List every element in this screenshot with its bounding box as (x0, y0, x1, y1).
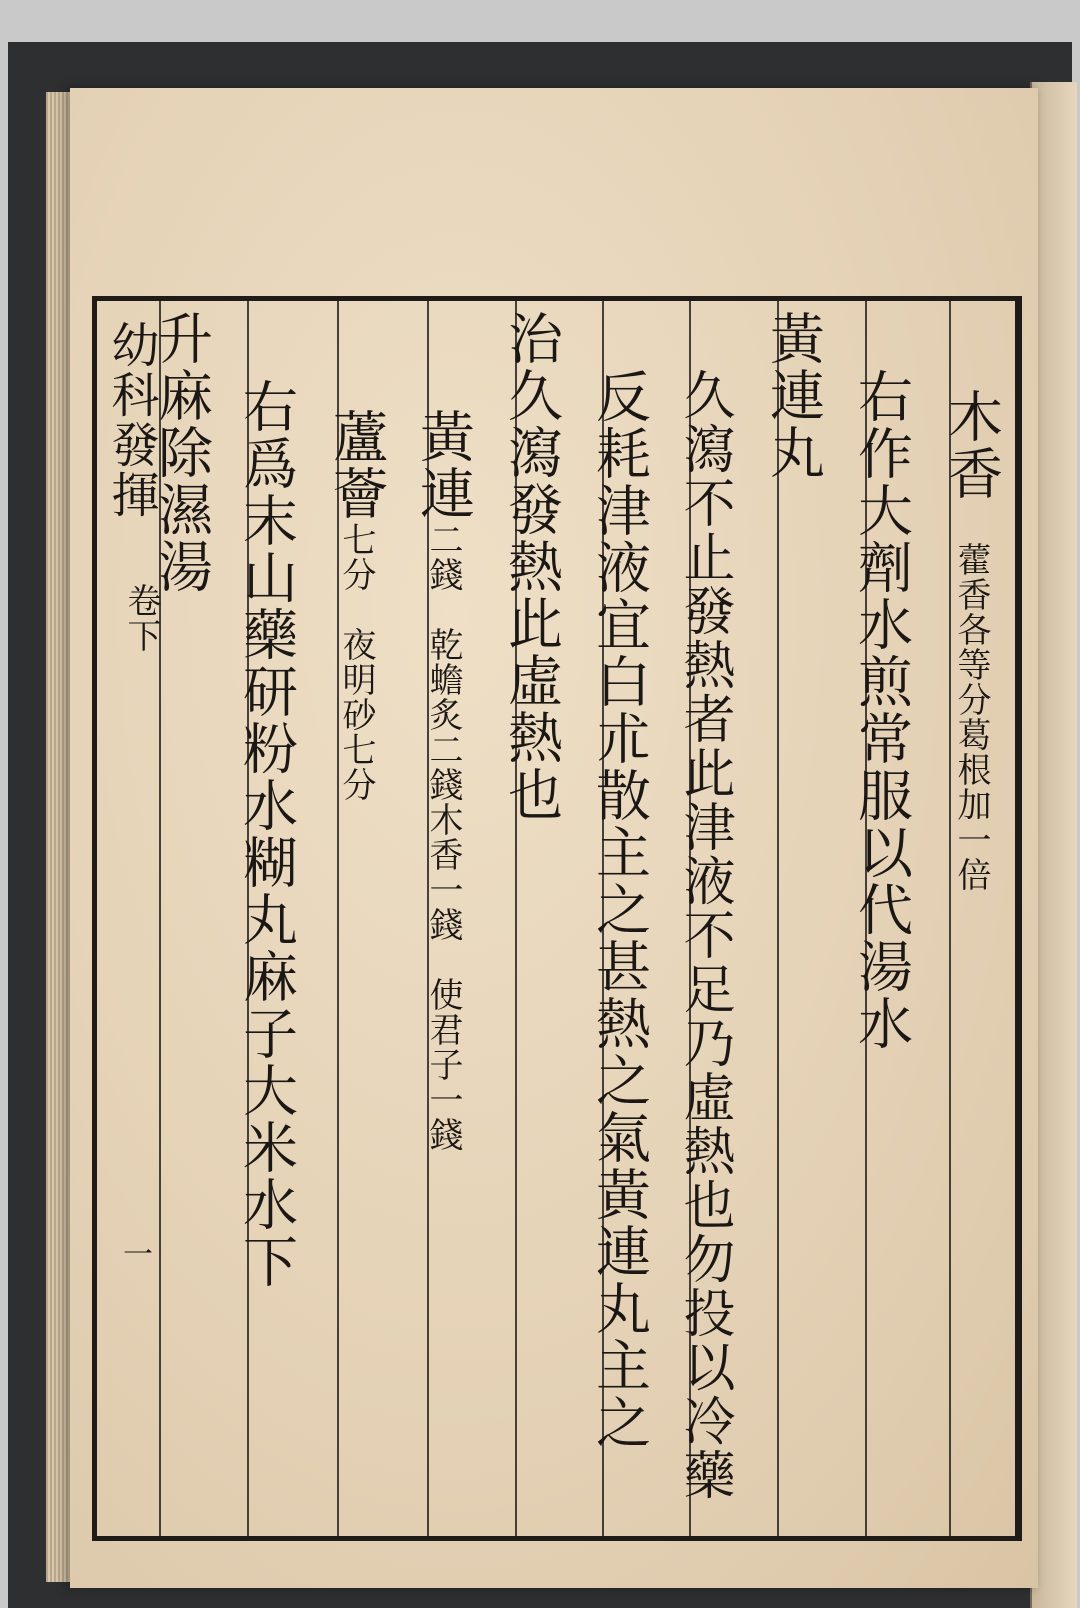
text-column-8 (325, 408, 387, 802)
volume-label: 卷下 (121, 583, 161, 653)
text-column-2: 右作大劑水煎常服以代湯水 (849, 368, 913, 1052)
column-rule (777, 301, 779, 1536)
text-column-7 (412, 408, 474, 1152)
text-column-3: 黃連丸 (761, 310, 825, 481)
text-column-6: 治久瀉發熱此虛熱也 (499, 310, 563, 823)
text-column-9: 右爲末山藥研粉水糊丸麻子大米水下 (234, 378, 298, 1290)
column-annotation: 藿香各等分葛根加一倍 (951, 542, 991, 892)
book-page (70, 88, 1038, 1588)
text-column-10: 升麻除濕湯 (149, 310, 213, 595)
text-column-4: 久瀉不止發熱者此津液不足乃虛熱也勿投以冷藥 (674, 368, 734, 1502)
text-column-5: 反耗津液宜白朮散主之甚熱之氣黃連丸主之 (587, 368, 651, 1451)
book-title: 幼科發揮 (103, 320, 159, 520)
column-annotation: 七分 夜明砂七分 (336, 522, 376, 802)
column-main: 黃連 (411, 408, 475, 522)
column-main: 蘆薈 (324, 408, 388, 522)
column-main: 木香 (939, 388, 1003, 502)
text-column-1 (940, 388, 1002, 892)
column-annotation: 二錢 乾蟾炙二錢木香一錢 使君子一錢 (423, 522, 463, 1152)
page-number: 一 (117, 1238, 152, 1268)
